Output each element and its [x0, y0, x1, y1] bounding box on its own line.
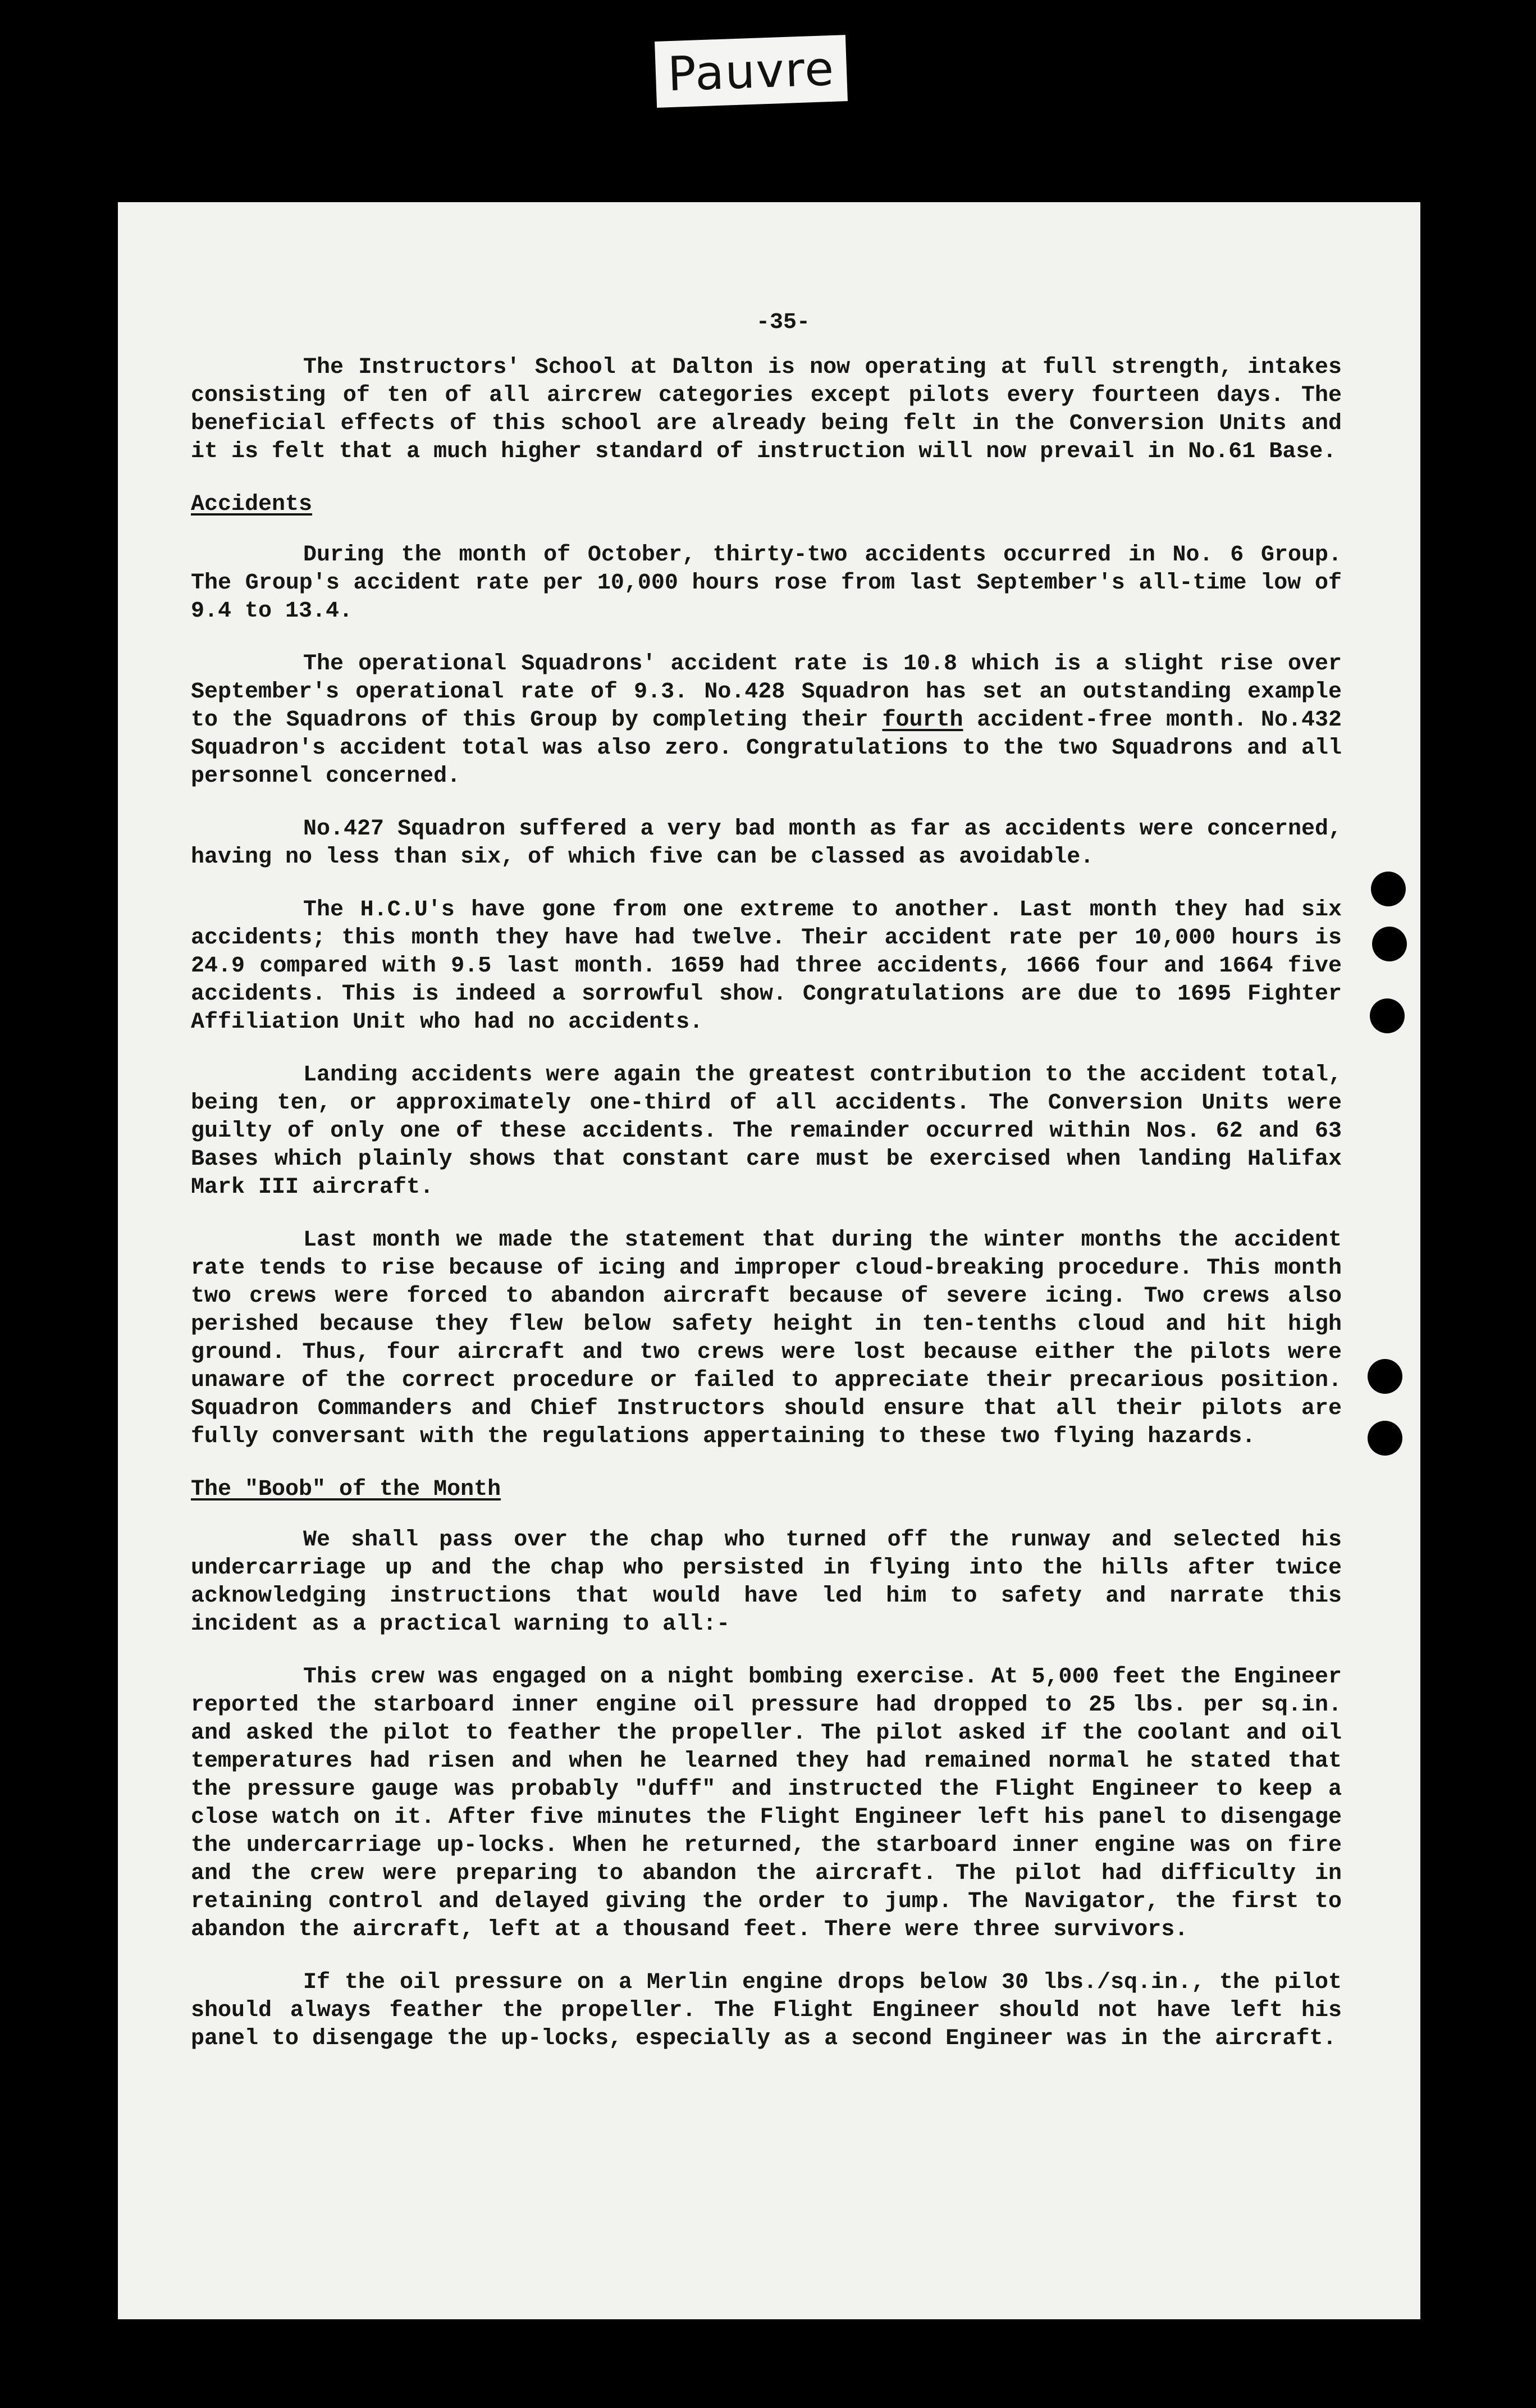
paragraph-winter-icing: Last month we made the statement that during the winter months the accident rate tends to rise because of icing and improper cloud-breaking procedure. This month two crews were forced to abandon aircraft because of severe icing. Two crews also perished because they flew below safety height in ten-tenths cloud and hit high ground. Thus, four aircraft and two crews were lost because either the pilots were unaware of the correct procedure or failed to appreciate their precarious position. Squadron Commanders and Chief Instructors should ensure that all their pilots are fully conversant with the regulations appertaining to these two flying hazards.: [191, 1228, 1342, 1449]
punch-hole: [1368, 1421, 1402, 1456]
text-span: The operational Squadrons' accident rate is 10.8 which is a slight rise over September's operational rate of 9.3. No.428 Squadron has set an outstanding example to the Squadrons of this Group by completing their: [191, 651, 1342, 733]
paragraph-427-squadron: No.427 Squadron suffered a very bad month as far as accidents were concerned, having no less than six, of which five can be classed as avoidable.: [191, 817, 1342, 870]
paragraph-operational-squadrons: [191, 650, 1342, 791]
punch-hole: [1368, 1359, 1402, 1394]
paragraph-instructors-school: The Instructors' School at Dalton is now operating at full strength, intakes consisting of ten of all aircrew categories except pilots every fourteen days. The beneficial effects of this school are already being felt in the Conversion Units and it is felt that a much higher standard of instruction will now prevail in No.61 Base.: [191, 355, 1342, 464]
paragraph-landing-accidents: Landing accidents were again the greatest contribution to the accident total, being ten, or approximately one-third of all accidents. The Conversion Units were guilty of only one of these accidents. The remainder occurred within Nos. 62 and 63 Bases which plainly shows that constant care must be exercised when landing Halifax Mark III aircraft.: [191, 1062, 1342, 1200]
paragraph-accidents-october: During the month of October, thirty-two accidents occurred in No. 6 Group. The Group's accident rate per 10,000 hours rose from last September's all-time low of 9.4 to 13.4.: [191, 542, 1342, 624]
archive-label-text: Pauvre: [666, 40, 836, 102]
text-span: accident-free month. No.432 Squadron's accident total was also zero. Congratulations to the two Squadrons and all personnel concerned.: [191, 708, 1342, 789]
document-page: [118, 202, 1420, 2319]
underlined-word: fourth: [882, 708, 963, 733]
punch-hole: [1372, 927, 1407, 961]
heading-accidents: Accidents: [191, 492, 313, 517]
document-body: [191, 309, 1342, 2078]
paragraph-hcu: The H.C.U's have gone from one extreme to another. Last month they had six accidents; this month they have had twelve. Their accident rate per 10,000 hours is 24.9 compared with 9.5 last month. 1659 had three accidents, 1666 four and 1664 five accidents. This is indeed a sorrowful show. Congratulations are due to 1695 Fighter Affiliation Unit who had no accidents.: [191, 897, 1342, 1035]
page-number: -35-: [756, 310, 810, 335]
heading-boob-of-the-month: The "Boob" of the Month: [191, 1477, 501, 1502]
paragraph-boob-intro: We shall pass over the chap who turned off the runway and selected his undercarriage up and the chap who persisted in flying into the hills after twice acknowledging instructions that would have led him to safety and narrate this incident as a practical warning to all:-: [191, 1527, 1342, 1637]
archive-label: [655, 35, 848, 108]
paragraph-boob-incident: This crew was engaged on a night bombing exercise. At 5,000 feet the Engineer reported the starboard inner engine oil pressure had dropped to 25 lbs. per sq.in. and asked the pilot to feather the propeller. The pilot asked if the coolant and oil temperatures had risen and when he learned they had remained normal he stated that the pressure gauge was probably "duff" and instructed the Flight Engineer to keep a close watch on it. After five minutes the Flight Engineer left his panel to disengage the undercarriage up-locks. When he returned, the starboard inner engine was on fire and the crew were preparing to abandon the aircraft. The pilot had difficulty in retaining control and delayed giving the order to jump. The Navigator, the first to abandon the aircraft, left at a thousand feet. There were three survivors.: [191, 1664, 1342, 1942]
punch-hole: [1371, 872, 1406, 906]
punch-hole: [1370, 998, 1405, 1033]
paragraph-boob-lesson: If the oil pressure on a Merlin engine drops below 30 lbs./sq.in., the pilot should always feather the propeller. The Flight Engineer should not have left his panel to disengage the up-locks, especially as a second Engineer was in the aircraft.: [191, 1970, 1342, 2051]
